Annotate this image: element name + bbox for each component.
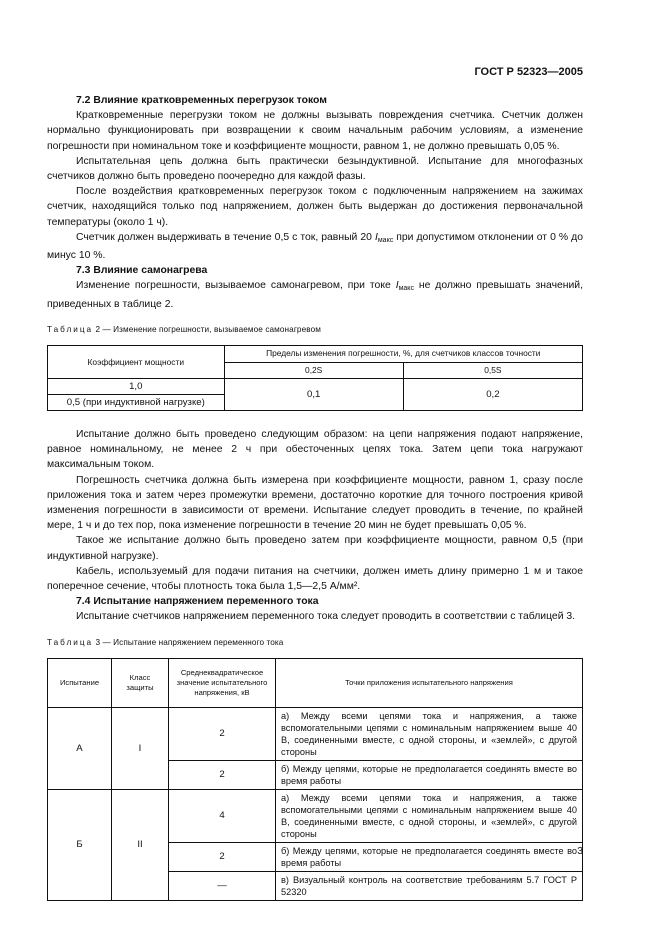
col-header-power-factor: Коэффициент мощности [48, 346, 225, 379]
subscript: макс [377, 236, 394, 244]
page-content [47, 93, 583, 901]
table-cell: а) Между всеми цепями тока и напряжения, а также вспомогательными цепями с номинальным напряжением выше 40 В, соединенными вместе, с одной стороны, и «землей», с другой стороны [276, 707, 583, 760]
table-cell: б) Между цепями, которые не предполагается соединять вместе во время работы [276, 842, 583, 871]
table-cell: 2 [169, 760, 276, 789]
section-7-4-heading: 7.4 Испытание напряжением переменного тока [76, 596, 319, 608]
table-cell: б) Между цепями, которые не предполагается соединять вместе во время работы [276, 760, 583, 789]
caption-text: 3 — Испытание напряжением переменного тока [93, 637, 284, 647]
col-header-limits: Пределы изменения погрешности, %, для счетчиков классов точности [224, 346, 582, 363]
table-3-caption [47, 635, 583, 650]
table-cell: 2 [169, 707, 276, 760]
symbol: I [395, 280, 399, 292]
paragraph: После воздействия кратковременных перегрузок током с подключенным напряжением на зажимах счетчик, находящийся только под напряжением, должен быть выдержан до достижения первоначальной температуры (около 1 ч). [47, 186, 583, 228]
section-7-3-heading: 7.3 Влияние самонагрева [76, 265, 208, 277]
paragraph [47, 278, 583, 311]
table-2-caption [47, 322, 583, 337]
table-cell: А [48, 707, 112, 789]
paragraph: Испытание должно быть проведено следующим образом: на цепи напряжения подают напряжение, равное номинальному, не менее 2 ч при обесточенных цепях тока. Затем цепи тока нагружают максимальным током. [47, 429, 583, 471]
table-cell: 0,5 (при индуктивной нагрузке) [48, 395, 225, 411]
col-header-protection-class: Класс защиты [112, 658, 169, 707]
symbol: I [374, 231, 378, 243]
table-cell: а) Между всеми цепями тока и напряжения, а также вспомогательными цепями с номинальным напряжением выше 40 В, соединенными вместе, с одной стороны, и «землей», с другой стороны [276, 789, 583, 842]
col-header-voltage: Среднеквадратическое значение испытательного напряжения, кВ [169, 658, 276, 707]
section-7-2-heading: 7.2 Влияние кратковременных перегрузок током [76, 95, 327, 106]
col-header-class-0-2s: 0,2S [224, 362, 403, 379]
text: не должно превышать значений, приведенных в таблице 2. [47, 280, 584, 310]
caption-word: Таблица [47, 324, 94, 334]
text: при допустимом отклонении от 0 % до минус 10 %. [47, 231, 583, 262]
table-3 [47, 658, 583, 901]
page-number: 3 [577, 846, 583, 857]
text: Счетчик должен выдерживать в течение 0,5 с ток, равный 20 [76, 231, 375, 243]
caption-text: 2 — Изменение погрешности, вызываемое самонагревом [93, 324, 321, 334]
col-header-application-points: Точки приложения испытательного напряжения [276, 658, 583, 707]
col-header-test: Испытание [48, 658, 112, 707]
table-cell: II [112, 789, 169, 900]
paragraph: Испытание счетчиков напряжением переменного тока следует проводить в соответствии с таблицей 3. [76, 611, 576, 623]
caption-word: Таблица [47, 637, 94, 647]
paragraph: Кратковременные перегрузки током не должны вызывать повреждения счетчика. Счетчик должен нормально функционировать при возвращении к своим начальным рабочим условиям, а изменение погрешности при номинальном токе и коэффициенте мощности, равном 1, не должно превышать 0,05 %. [47, 110, 583, 152]
document-id: ГОСТ Р 52323—2005 [474, 66, 583, 78]
table-2 [47, 345, 583, 411]
table-cell: 2 [169, 842, 276, 871]
paragraph: Погрешность счетчика должна быть измерена при коэффициенте мощности, равном 1, сразу после приложения тока и затем через промежутки времени, достаточно короткие для точного построения кривой изменения погрешности в зависимости от времени. Испытание следует проводить в течение, по крайней мере, 1 ч и до тех пор, пока изменение погрешности в течение 20 мин не будет превышать 0,05 %. [47, 474, 583, 532]
paragraph: Испытательная цепь должна быть практически безындуктивной. Испытание для многофазных счетчиков должно быть проведено поочередно для каждой фазы. [47, 155, 583, 183]
paragraph: Кабель, используемый для подачи питания на счетчики, должен иметь длину примерно 1 м и такое поперечное сечение, чтобы плотность тока была 1,5—2,5 А/мм². [47, 565, 583, 593]
table-cell: I [112, 707, 169, 789]
paragraph [47, 230, 583, 263]
table-cell: Б [48, 789, 112, 900]
table-cell: в) Визуальный контроль на соответствие требованиям 5.7 ГОСТ Р 52320 [276, 871, 583, 900]
table-cell: 0,1 [224, 379, 403, 411]
subscript: макс [398, 285, 414, 293]
paragraph: Такое же испытание должно быть проведено затем при коэффициенте мощности, равном 0,5 (при индуктивной нагрузке). [47, 535, 583, 562]
col-header-class-0-5s: 0,5S [403, 362, 582, 379]
table-cell: 4 [169, 789, 276, 842]
table-cell: — [169, 871, 276, 900]
table-cell: 0,2 [403, 379, 582, 411]
table-cell: 1,0 [48, 379, 225, 395]
text: Изменение погрешности, вызываемое самонагревом, при токе [76, 280, 396, 292]
